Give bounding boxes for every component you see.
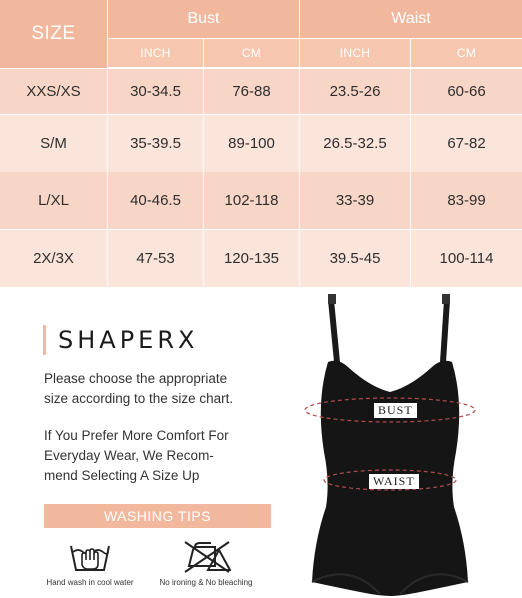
info-line: Please choose the appropriate <box>44 371 228 386</box>
bodysuit-illustration <box>270 292 522 598</box>
table-cell: 83-99 <box>411 172 522 229</box>
bodysuit-image <box>270 292 522 598</box>
table-cell: 40-46.5 <box>108 172 203 229</box>
size-cell: XXS/XS <box>0 69 107 114</box>
info-line: size according to the size chart. <box>44 391 234 406</box>
size-advice-text <box>44 369 284 409</box>
care-item-no-iron-no-bleach <box>146 540 266 587</box>
info-line: Everyday Wear, We Recom- <box>44 448 214 463</box>
unit-header: INCH <box>108 39 203 67</box>
brand-logo: SHAPERX <box>58 326 199 354</box>
info-line: If You Prefer More Comfort For <box>44 428 229 443</box>
waist-measure-label: WAIST <box>369 474 419 489</box>
info-line: mend Selecting A Size Up <box>44 468 200 483</box>
no-iron-no-bleach-icon <box>181 540 231 574</box>
care-item-hand-wash <box>30 540 150 587</box>
table-row <box>0 69 522 114</box>
unit-header: INCH <box>300 39 410 67</box>
size-chart-table <box>0 0 522 288</box>
size-header: SIZE <box>0 0 107 68</box>
table-cell: 26.5-32.5 <box>300 115 410 172</box>
washing-tips-badge: WASHING TIPS <box>44 504 271 528</box>
brand-accent-bar <box>43 325 46 355</box>
table-cell: 33-39 <box>300 172 410 229</box>
table-row <box>0 172 522 229</box>
table-cell: 47-53 <box>108 230 203 287</box>
table-cell: 35-39.5 <box>108 115 203 172</box>
table-cell: 67-82 <box>411 115 522 172</box>
unit-header: CM <box>204 39 299 67</box>
table-cell: 102-118 <box>204 172 299 229</box>
unit-header: CM <box>411 39 522 67</box>
care-label: No ironing & No bleaching <box>159 578 253 587</box>
table-cell: 23.5-26 <box>300 69 410 114</box>
size-cell: S/M <box>0 115 107 172</box>
table-cell: 120-135 <box>204 230 299 287</box>
care-label: Hand wash in cool water <box>46 578 134 587</box>
size-cell: L/XL <box>0 172 107 229</box>
table-cell: 39.5-45 <box>300 230 410 287</box>
table-cell: 89-100 <box>204 115 299 172</box>
table-row <box>0 230 522 287</box>
table-cell: 60-66 <box>411 69 522 114</box>
waist-header: Waist <box>300 0 522 38</box>
size-cell: 2X/3X <box>0 230 107 287</box>
bust-header: Bust <box>108 0 299 38</box>
table-cell: 76-88 <box>204 69 299 114</box>
hand-wash-icon <box>68 540 112 574</box>
table-row <box>0 115 522 172</box>
comfort-advice-text <box>44 426 284 486</box>
bust-measure-label: BUST <box>374 403 417 418</box>
table-cell: 30-34.5 <box>108 69 203 114</box>
table-cell: 100-114 <box>411 230 522 287</box>
